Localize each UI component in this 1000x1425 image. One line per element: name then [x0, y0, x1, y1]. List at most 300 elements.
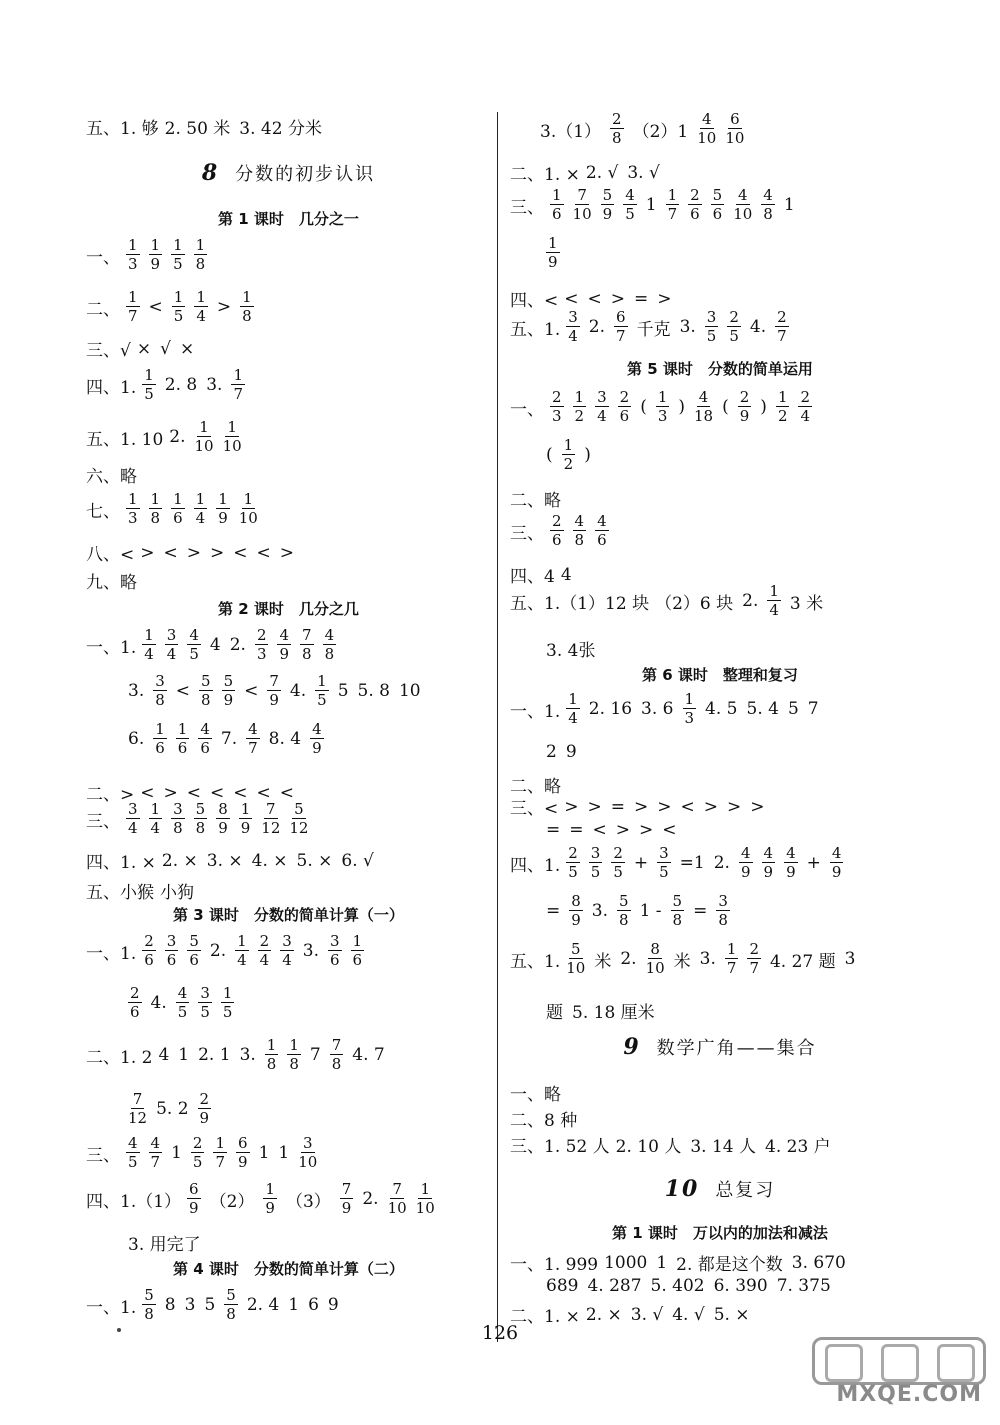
denominator: 8	[266, 1055, 277, 1073]
denominator: 8	[201, 691, 211, 709]
numerator: 8	[218, 800, 228, 818]
answer-text: 3. 6	[641, 699, 674, 719]
answer-text: 8	[164, 1295, 176, 1315]
answer-line	[510, 1106, 583, 1131]
denominator: 7	[616, 327, 626, 345]
numerator: 6	[238, 1134, 248, 1152]
numerator: 3	[166, 626, 177, 644]
fraction	[199, 674, 213, 708]
answer-text: 八、<	[86, 545, 135, 565]
answer-text: 3.	[239, 1045, 256, 1065]
denominator: 3	[128, 509, 138, 527]
numerator: 1	[128, 288, 138, 306]
answer-text: >	[657, 796, 672, 817]
answer-text: <	[680, 796, 695, 817]
answer-text: 2. 50 米	[164, 119, 231, 139]
answer-line	[86, 934, 364, 968]
answer-text: 三、	[510, 523, 544, 544]
denominator: 4	[150, 819, 161, 837]
answer-line	[86, 492, 258, 526]
page-number: 126	[481, 1322, 519, 1344]
answer-text: (	[640, 397, 647, 417]
numerator: 4	[312, 720, 322, 738]
answer-text: <	[233, 782, 248, 803]
fraction	[239, 802, 253, 836]
numerator: 2	[192, 1134, 203, 1152]
answer-text: 二、1. ×	[510, 165, 580, 185]
answer-text: 7	[807, 699, 819, 719]
denominator: 10	[194, 437, 214, 455]
fraction	[171, 492, 185, 526]
section-heading: 总复习	[715, 1180, 776, 1201]
fraction	[277, 628, 291, 662]
denominator: 9	[571, 911, 581, 929]
denominator: 5	[659, 863, 669, 881]
numerator: 1	[265, 1180, 275, 1198]
answer-line	[86, 628, 336, 662]
answer-text: 4. ×	[251, 850, 288, 871]
denominator: 10	[645, 959, 665, 977]
numerator: 4	[763, 186, 773, 204]
fraction	[733, 188, 752, 222]
answer-line	[86, 336, 194, 361]
answer-text: 1	[656, 1252, 668, 1273]
fraction	[142, 628, 156, 662]
answer-text: 三、	[86, 1145, 120, 1166]
fraction	[550, 514, 564, 548]
denominator: 8	[331, 1055, 342, 1073]
answer-line	[510, 1132, 831, 1157]
answer-text: 5. 4	[746, 699, 779, 719]
numerator: 1	[155, 720, 165, 738]
denominator: 6	[144, 951, 154, 969]
fraction	[618, 390, 632, 424]
denominator: 6	[200, 739, 210, 757]
answer-text: >	[186, 542, 201, 563]
denominator: 8	[574, 531, 585, 549]
answer-text: 2. ×	[585, 1304, 622, 1325]
numerator: 7	[341, 1180, 352, 1198]
answer-text: ×	[179, 338, 195, 359]
answer-text: <	[148, 297, 163, 317]
numerator: 4	[150, 1134, 161, 1152]
numerator: 2	[690, 186, 700, 204]
numerator: 5	[189, 932, 199, 950]
numerator: 4	[625, 186, 635, 204]
fraction	[656, 390, 670, 424]
fraction	[187, 1182, 201, 1216]
answer-text: 4. √	[672, 1304, 705, 1325]
answer-text: 四、<	[510, 291, 559, 311]
denominator: 10	[566, 959, 586, 977]
answer-text: <	[587, 288, 602, 309]
answer-text: √	[160, 338, 171, 359]
denominator: 7	[128, 307, 138, 325]
denominator: 6	[619, 407, 630, 425]
fraction	[298, 1136, 317, 1170]
denominator: 9	[279, 645, 290, 663]
fraction	[289, 802, 308, 836]
denominator: 4	[259, 951, 270, 969]
fraction	[727, 310, 741, 344]
fraction	[798, 390, 812, 424]
answer-text: =	[693, 901, 708, 921]
denominator: 3	[684, 709, 695, 727]
numerator: 1	[215, 1134, 226, 1152]
logo-glyph-icon	[825, 1344, 863, 1382]
answer-text: 一、1.	[510, 701, 561, 722]
numerator: 1	[150, 236, 161, 254]
answer-line	[510, 286, 672, 311]
fraction	[149, 238, 163, 272]
numerator: 1	[150, 490, 161, 508]
answer-line	[128, 674, 421, 708]
fraction	[171, 238, 185, 272]
numerator: 2	[619, 388, 630, 406]
answer-text: 9	[565, 742, 577, 762]
answer-text: 2. 10 人	[615, 1137, 682, 1157]
fraction	[153, 674, 167, 708]
answer-text: 3. 用完了	[128, 1235, 201, 1255]
section-title	[510, 1176, 930, 1202]
denominator: 6	[189, 951, 199, 969]
denominator: 4	[237, 951, 247, 969]
answer-text: 6. 390	[713, 1276, 768, 1296]
answer-text: 4	[158, 1045, 170, 1065]
answer-line	[86, 1136, 317, 1170]
lesson-title: 第 6 课时 整理和复习	[642, 666, 798, 684]
numerator: 1	[237, 932, 247, 950]
answer-text: 四、1.（1）	[86, 1191, 182, 1212]
numerator: 5	[602, 186, 613, 204]
answer-text: 3.	[679, 317, 696, 337]
fraction	[747, 942, 761, 976]
answer-text: =	[569, 820, 584, 840]
fraction	[610, 112, 624, 146]
numerator: 2	[613, 844, 623, 862]
denominator: 8	[173, 819, 183, 837]
numerator: 1	[177, 720, 188, 738]
answer-text: >	[279, 542, 294, 563]
numerator: 1	[227, 418, 237, 436]
answer-text: 1	[645, 195, 657, 215]
watermark-logo	[812, 1337, 986, 1385]
fraction	[223, 420, 242, 454]
numerator: 3	[568, 308, 578, 326]
answer-text: 2. 1	[198, 1045, 231, 1065]
fraction	[739, 846, 753, 880]
lesson-title: 第 5 课时 分数的简单运用	[627, 360, 813, 378]
denominator: 7	[215, 1153, 226, 1171]
fraction	[165, 934, 179, 968]
fraction	[265, 1038, 279, 1072]
answer-text: )	[760, 397, 767, 417]
fraction	[725, 112, 744, 146]
denominator: 7	[248, 739, 258, 757]
fraction	[171, 802, 185, 836]
fraction	[762, 846, 776, 880]
denominator: 4	[166, 645, 177, 663]
answer-text: 2. ×	[161, 850, 198, 871]
fraction	[328, 934, 342, 968]
fraction	[287, 1038, 301, 1072]
answer-text: <	[564, 288, 579, 309]
answer-text: 1 -	[639, 901, 662, 921]
answer-text: 10	[398, 681, 421, 701]
answer-text: >	[750, 796, 765, 817]
answer-text: 2.	[209, 941, 227, 961]
fraction	[142, 934, 156, 968]
denominator: 10	[572, 205, 592, 223]
answer-text: +	[633, 853, 649, 873]
fraction	[573, 514, 587, 548]
section-title	[86, 160, 491, 186]
denominator: 4	[282, 951, 292, 969]
answer-text: 5. 8	[357, 681, 390, 701]
answer-text: >	[615, 820, 630, 840]
fraction	[236, 1136, 250, 1170]
denominator: 9	[218, 819, 228, 837]
numerator: 2	[739, 388, 750, 406]
numerator: 1	[195, 236, 206, 254]
denominator: 9	[199, 1109, 210, 1127]
denominator: 8	[619, 911, 629, 929]
numerator: 1	[574, 388, 585, 406]
answer-text: 5. ×	[296, 850, 333, 871]
numerator: 3	[155, 672, 165, 690]
fraction	[550, 188, 564, 222]
answer-text: 2. 4	[246, 1295, 280, 1315]
denominator: 10	[222, 437, 242, 455]
answer-text: 五、1.（1）12 块	[510, 593, 650, 614]
answer-text: )	[678, 397, 686, 417]
answer-text: 4.	[150, 993, 167, 1013]
fraction	[194, 238, 208, 272]
numerator: 3	[597, 388, 607, 406]
fraction	[198, 1092, 212, 1126]
denominator: 5	[173, 255, 183, 273]
fraction	[601, 188, 615, 222]
numerator: 2	[568, 844, 578, 862]
numerator: 4	[702, 110, 712, 128]
denominator: 3	[657, 407, 668, 425]
fraction	[126, 1136, 140, 1170]
answer-text: 4. 7	[352, 1045, 385, 1065]
answer-text: （2）	[209, 1191, 255, 1212]
fraction	[546, 236, 560, 270]
answer-line	[86, 1288, 339, 1322]
numerator: 1	[552, 186, 562, 204]
fraction	[126, 802, 140, 836]
numerator: 1	[218, 490, 228, 508]
answer-text: 一、	[510, 399, 544, 420]
answer-text: +	[806, 853, 821, 873]
lesson-title: 第 3 课时 分数的简单计算（一）	[173, 906, 404, 924]
section-number: 8	[201, 160, 220, 186]
answer-text: 3. 14 人	[690, 1137, 757, 1157]
numerator: 4	[177, 984, 188, 1002]
denominator: 10	[238, 509, 258, 527]
numerator: 2	[130, 984, 140, 1002]
answer-line	[86, 1038, 385, 1072]
denominator: 9	[189, 1199, 199, 1217]
denominator: 5	[222, 1003, 233, 1021]
denominator: 6	[690, 205, 700, 223]
denominator: 5	[568, 863, 578, 881]
denominator: 10	[387, 1199, 407, 1217]
answer-text: 2.	[620, 949, 637, 969]
section-number: 10	[664, 1176, 700, 1202]
numerator: 7	[132, 1090, 143, 1108]
denominator: 5	[729, 327, 739, 345]
numerator: 7	[266, 800, 276, 818]
numerator: 3	[166, 932, 177, 950]
fraction	[573, 188, 592, 222]
answer-text: 五、1. 10	[86, 429, 164, 450]
answer-text: >	[703, 796, 718, 817]
fraction	[246, 722, 260, 756]
fraction	[198, 986, 212, 1020]
answer-line	[510, 486, 567, 511]
answer-line	[510, 1080, 567, 1105]
fraction	[198, 722, 212, 756]
answer-text: 三、	[86, 811, 120, 832]
answer-text: 4	[560, 564, 572, 585]
answer-text: >	[210, 542, 225, 563]
denominator: 8	[672, 911, 683, 929]
answer-text: (	[722, 397, 729, 417]
denominator: 10	[298, 1153, 318, 1171]
logo-glyph-icon	[881, 1344, 919, 1382]
fraction	[725, 942, 739, 976]
denominator: 12	[128, 1109, 148, 1127]
denominator: 9	[602, 205, 613, 223]
answer-text: 5	[204, 1295, 216, 1315]
denominator: 6	[173, 509, 183, 527]
answer-text: =	[546, 901, 561, 921]
answer-text: （2）6 块	[655, 593, 734, 614]
fraction	[176, 986, 190, 1020]
answer-line	[510, 1250, 846, 1275]
numerator: 2	[144, 932, 154, 950]
numerator: 3	[200, 984, 210, 1002]
answer-text: 2.	[229, 635, 246, 655]
answer-text: <	[256, 542, 271, 563]
denominator: 3	[552, 407, 562, 425]
denominator: 8	[324, 645, 335, 663]
numerator: 1	[769, 582, 779, 600]
fraction	[310, 722, 324, 756]
numerator: 1	[240, 800, 251, 818]
fraction	[194, 492, 208, 526]
numerator: 2	[612, 110, 622, 128]
answer-line	[546, 998, 655, 1023]
answer-text: 3.（1）	[540, 121, 602, 142]
fraction	[153, 722, 167, 756]
answer-line	[546, 438, 591, 472]
numerator: 3	[128, 800, 138, 818]
denominator: 5	[177, 1003, 188, 1021]
lesson-title: 第 4 课时 分数的简单计算（二）	[173, 1260, 404, 1278]
denominator: 4	[196, 307, 206, 325]
denominator: 6	[552, 531, 562, 549]
denominator: 7	[150, 1153, 161, 1171]
answer-text: 六、略	[86, 467, 137, 487]
numerator: 2	[552, 512, 562, 530]
denominator: 7	[777, 327, 787, 345]
section-title	[510, 1034, 930, 1060]
answer-text: 3. √	[630, 1304, 664, 1325]
denominator: 5	[613, 863, 623, 881]
answer-text: 三、1. 52 人	[510, 1137, 610, 1157]
fraction	[221, 986, 235, 1020]
fraction	[573, 390, 587, 424]
fraction	[566, 692, 580, 726]
answer-line	[86, 1182, 435, 1216]
answer-text: 6. √	[341, 850, 374, 871]
numerator: 5	[712, 186, 723, 204]
denominator: 8	[195, 819, 206, 837]
numerator: 1	[667, 186, 678, 204]
answer-text: 一、1.	[86, 943, 137, 964]
numerator: 1	[726, 940, 737, 958]
answer-line	[510, 310, 789, 344]
denominator: 9	[341, 1199, 352, 1217]
denominator: 9	[238, 1153, 248, 1171]
fraction	[231, 368, 245, 402]
numerator: 3	[302, 1134, 313, 1152]
watermark	[808, 1337, 986, 1407]
denominator: 9	[240, 819, 251, 837]
answer-line	[86, 114, 322, 139]
watermark-text: MXQE.COM	[836, 1382, 982, 1407]
denominator: 10	[733, 205, 753, 223]
fraction	[239, 492, 258, 526]
fraction	[213, 1136, 227, 1170]
numerator: 8	[571, 892, 581, 910]
answer-text: 2. 8	[164, 375, 198, 395]
answer-text: 2.	[713, 853, 730, 873]
numerator: 1	[352, 932, 363, 950]
answer-text: 5. ×	[713, 1304, 750, 1325]
section-heading: 数学广角——集合	[656, 1038, 817, 1059]
fraction	[261, 802, 280, 836]
numerator: 2	[800, 388, 811, 406]
answer-text: 3	[184, 1295, 196, 1315]
fraction	[149, 802, 163, 836]
fraction	[263, 1182, 277, 1216]
denominator: 6	[166, 951, 177, 969]
fraction	[611, 846, 625, 880]
fraction	[194, 290, 208, 324]
numerator: 7	[577, 186, 587, 204]
answer-text: 四、1.	[86, 377, 137, 398]
answer-line	[510, 846, 843, 880]
denominator: 6	[597, 531, 607, 549]
numerator: 5	[571, 940, 581, 958]
fraction	[569, 894, 583, 928]
numerator: 4	[574, 512, 585, 530]
denominator: 5	[200, 1003, 210, 1021]
answer-text: 9	[327, 1295, 339, 1315]
numerator: 2	[729, 308, 739, 326]
numerator: 5	[195, 800, 206, 818]
answer-text: 一、1.	[86, 1297, 137, 1318]
numerator: 1	[173, 236, 183, 254]
denominator: 9	[548, 253, 558, 271]
fraction	[128, 986, 142, 1020]
numerator: 4	[128, 1134, 138, 1152]
